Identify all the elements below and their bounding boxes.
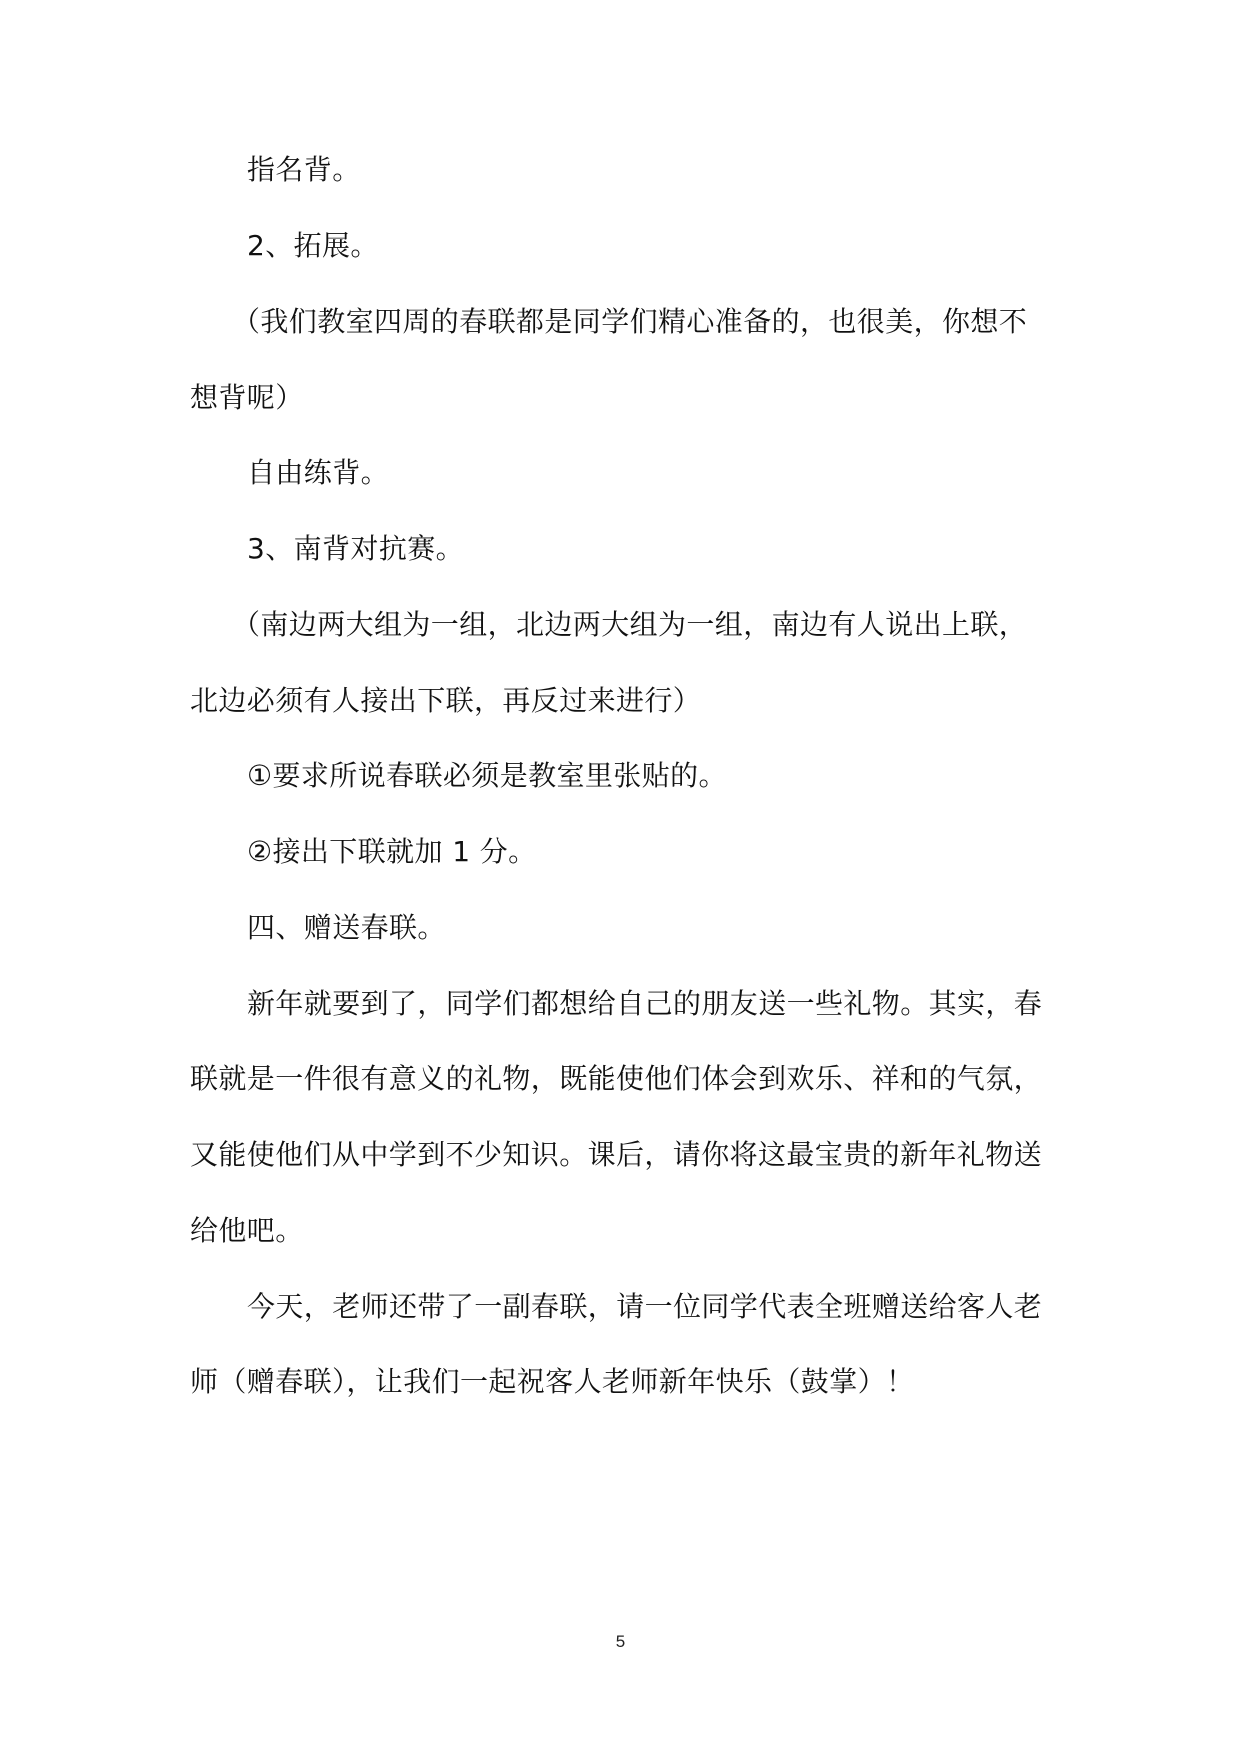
text-line: 新年就要到了，同学们都想给自己的朋友送一些礼物。其实，春 <box>247 987 1043 1020</box>
text-line: 又能使他们从中学到不少知识。课后，请你将这最宝贵的新年礼物送 <box>190 1138 1043 1171</box>
page-number: 5 <box>615 1632 626 1651</box>
text-line: 指名背。 <box>247 153 361 186</box>
text-line: 联就是一件很有意义的礼物，既能使他们体会到欢乐、祥和的气氛， <box>190 1062 1043 1095</box>
text-line: 四、赠送春联。 <box>247 911 446 944</box>
text-line: ①要求所说春联必须是教室里张贴的。 <box>247 759 727 792</box>
text-line: 3、南背对抗赛。 <box>247 532 465 565</box>
text-line: 2、拓展。 <box>247 229 379 262</box>
text-line: 今天，老师还带了一副春联，请一位同学代表全班赠送给客人老 <box>247 1290 1043 1323</box>
text-line: ②接出下联就加 1 分。 <box>247 835 537 868</box>
text-line: 师（赠春联），让我们一起祝客人老师新年快乐（鼓掌）！ <box>190 1365 915 1398</box>
text-line: 自由练背。 <box>247 456 390 489</box>
text-line: 想背呢） <box>190 381 304 414</box>
text-line: 北边必须有人接出下联，再反过来进行） <box>190 684 702 717</box>
text-line: （我们教室四周的春联都是同学们精心准备的，也很美，你想不 <box>232 305 1028 338</box>
text-line: 给他吧。 <box>190 1214 304 1247</box>
text-line: （南边两大组为一组，北边两大组为一组，南边有人说出上联， <box>232 608 1028 641</box>
